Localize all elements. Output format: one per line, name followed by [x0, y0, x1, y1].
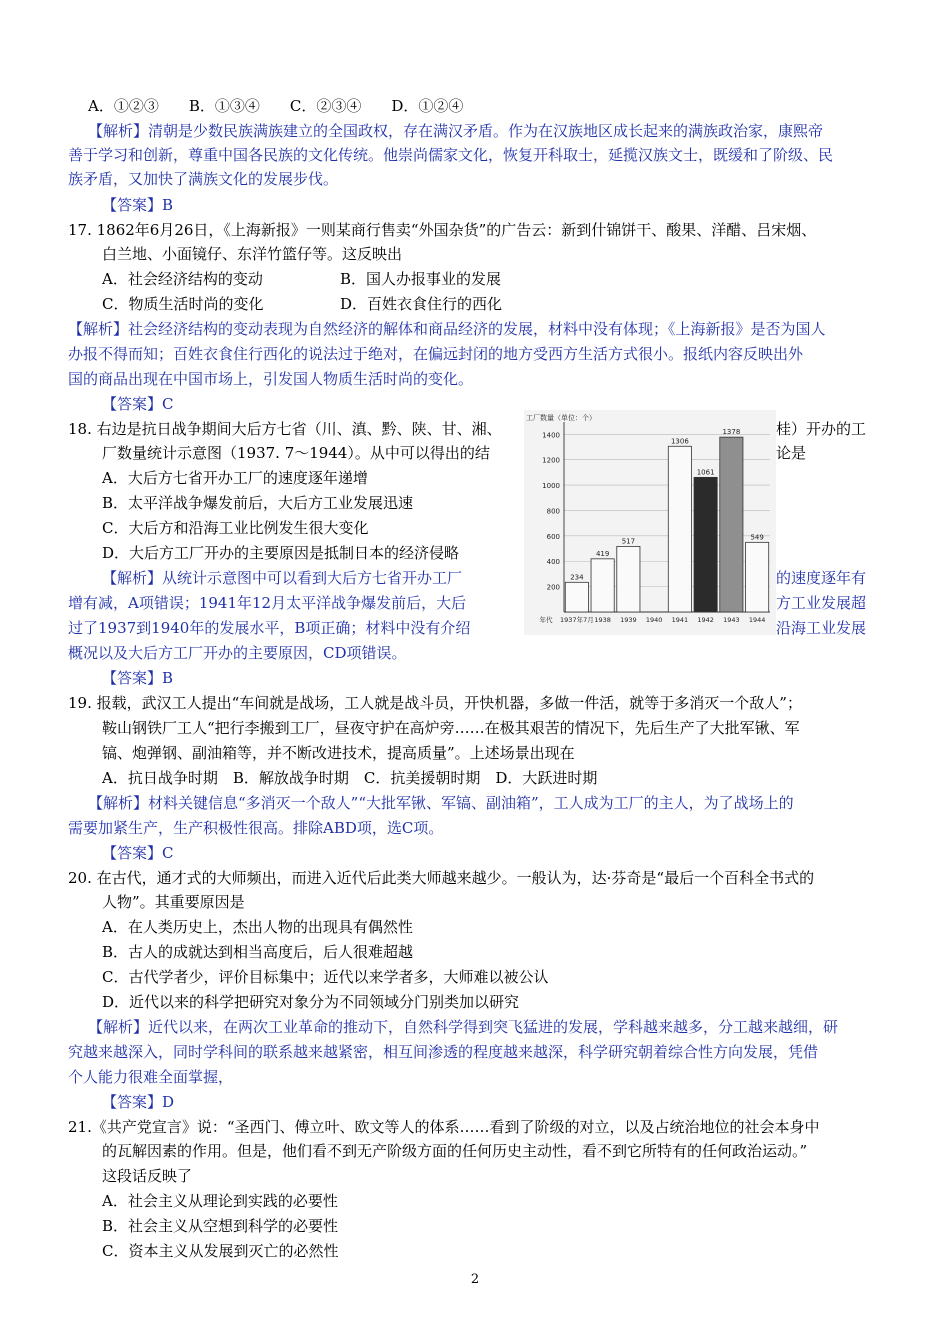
x-tick-label: 1944: [748, 616, 766, 624]
q19-analysis-line-2: 需要加紧生产，生产积极性很高。排除ABD项，选C项。: [68, 819, 444, 837]
bar: [591, 559, 614, 612]
bar: [694, 477, 717, 612]
bar-value-label: 234: [570, 573, 584, 582]
q18-option-c: C．大后方和沿海工业比例发生很大变化: [102, 519, 369, 537]
bar-value-label: 549: [750, 533, 764, 542]
q18-analysis-right-2: 方工业发展超: [776, 594, 867, 612]
q20-option-d: D．近代以来的科学把研究对象分为不同领域分门别类加以研究: [102, 993, 520, 1011]
y-tick-label: 400: [546, 558, 560, 567]
q17-answer: 【答案】C: [102, 395, 174, 413]
bar-value-label: 1306: [670, 437, 689, 446]
y-tick-label: 600: [546, 532, 560, 541]
bar-value-label: 517: [621, 537, 636, 546]
q18-option-d: D．大后方工厂开办的主要原因是抵制日本的经济侵略: [102, 544, 460, 562]
q21-option-b: B．社会主义从空想到科学的必要性: [102, 1217, 339, 1235]
q17-stem-line-1: 17. 1862年6月26日，《上海新报》一则某商行售卖“外国杂货”的广告云：新到什锦饼干、酸果、洋醋、吕宋烟、: [68, 221, 817, 239]
q20-stem-line-1: 20. 在古代，通才式的大师频出，而进入近代后此类大师越来越少。一般认为，达·芬奇是“最后一个百科全书式的: [68, 869, 815, 887]
factory-count-bar-chart: [524, 410, 776, 635]
q18-analysis-left-3: 过了1937到1940年的发展水平，B项正确；材料中没有介绍: [68, 619, 471, 637]
q21-option-a: A．社会主义从理论到实践的必要性: [102, 1192, 338, 1210]
page-number: 2: [470, 1272, 480, 1287]
q20-analysis-line-1: 【解析】近代以来，在两次工业革命的推动下，自然科学得到突飞猛进的发展，学科越来越多，分工越来越细，研: [88, 1018, 839, 1036]
bar: [668, 446, 691, 612]
q18-option-a: A．大后方七省开办工厂的速度逐年递增: [102, 469, 368, 487]
q17-option-d: D．百姓衣食住行的西化: [340, 295, 503, 313]
q18-stem-right-1: 桂）开办的工: [776, 420, 867, 438]
x-tick-label: 1937年7月: [560, 616, 594, 624]
bar: [617, 546, 640, 612]
q19-answer: 【答案】C: [102, 844, 174, 862]
x-tick-label: 1940: [645, 616, 663, 624]
x-tick-label: 1941: [671, 616, 689, 624]
q19-stem-line-3: 镐、炮弹钢、副油箱等，并不断改进技术，提高质量”。上述场景出现在: [102, 744, 575, 762]
x-tick-label: 1942: [697, 616, 714, 624]
q18-analysis-left-2: 增有减，A项错误；1941年12月太平洋战争爆发前后，大后: [68, 594, 467, 612]
bar: [720, 437, 743, 612]
q16-analysis-line-2: 善于学习和创新，尊重中国各民族的文化传统。他崇尚儒家文化，恢复开科取士，延揽汉族文士，既缓和了阶级、民: [68, 146, 834, 164]
q20-analysis-line-3: 个人能力很难全面掌握，: [68, 1068, 234, 1086]
q20-analysis-line-2: 究越来越深入，同时学科间的联系越来越紧密，相互间渗透的程度越来越深，科学研究朝着综合性方向发展，凭借: [68, 1043, 819, 1061]
bar-value-label: 419: [595, 549, 610, 558]
q16-analysis-line-3: 族矛盾，又加快了满族文化的发展步伐。: [68, 170, 339, 188]
q18-answer: 【答案】B: [102, 669, 174, 687]
q21-stem-line-3: 这段话反映了: [102, 1167, 193, 1185]
x-tick-label: 1943: [723, 616, 740, 624]
q20-option-b: B．古人的成就达到相当高度后，后人很难超越: [102, 943, 414, 961]
bar-value-label: 1378: [722, 428, 741, 437]
q17-option-b: B．国人办报事业的发展: [340, 270, 502, 288]
q18-analysis-tail: 概况以及大后方工厂开办的主要原因，CD项错误。: [68, 644, 407, 662]
y-tick-label: 800: [546, 507, 560, 516]
x-tick-label: 1938: [594, 616, 611, 624]
q20-answer: 【答案】D: [102, 1093, 175, 1111]
y-tick-label: 1000: [542, 482, 560, 491]
q18-option-b: B．太平洋战争爆发前后，大后方工业发展迅速: [102, 494, 414, 512]
q16-analysis-line-1: 【解析】清朝是少数民族满族建立的全国政权，存在满汉矛盾。作为在汉族地区成长起来的满族政治家，康熙帝: [88, 122, 824, 140]
q19-options: A．抗日战争时期 B．解放战争时期 C．抗美援朝时期 D．大跃进时期: [102, 769, 598, 787]
x-tick-label: 1939: [620, 616, 637, 624]
q18-analysis-right-1: 的速度逐年有: [776, 569, 867, 587]
q18-analysis-left-1: 【解析】从统计示意图中可以看到大后方七省开办工厂: [102, 569, 463, 587]
q21-option-c: C．资本主义从发展到灭亡的必然性: [102, 1242, 339, 1260]
y-tick-label: 1200: [542, 456, 560, 465]
y-axis-label: 工厂数量（单位：个）: [526, 414, 596, 422]
q21-stem-line-2: 的瓦解因素的作用。但是，他们看不到无产阶级方面的任何历史主动性，看不到它所特有的任何政治运动。”: [102, 1142, 808, 1160]
q18-stem-right-2: 论是: [776, 444, 807, 462]
q17-stem-line-2: 白兰地、小面镜仔、东洋竹篮仔等。这反映出: [102, 245, 403, 263]
q16-options: A．①②③ B．①③④ C．②③④ D．①②④: [88, 97, 464, 115]
y-tick-label: 1400: [542, 431, 560, 440]
q20-option-a: A．在人类历史上，杰出人物的出现具有偶然性: [102, 918, 413, 936]
x-axis-label: 年代: [539, 616, 553, 624]
q17-analysis-line-3: 国的商品出现在中国市场上，引发国人物质生活时尚的变化。: [68, 370, 474, 388]
q17-analysis-line-1: 【解析】社会经济结构的变动表现为自然经济的解体和商品经济的发展，材料中没有体现；《上海新报》是否为国人: [68, 320, 826, 338]
y-tick-label: 200: [546, 583, 560, 592]
bar-value-label: 1061: [696, 468, 715, 477]
q17-option-a: A．社会经济结构的变动: [102, 270, 263, 288]
q20-stem-line-2: 人物”。其重要原因是: [102, 893, 245, 911]
q18-stem-left-2: 厂数量统计示意图（1937. 7～1944）。从中可以得出的结: [102, 444, 490, 462]
q21-stem-line-1: 21.《共产党宣言》说：“圣西门、傅立叶、欧文等人的体系……看到了阶级的对立，以及占统治地位的社会本身中: [68, 1118, 820, 1136]
q19-stem-line-1: 19. 报载，武汉工人提出“车间就是战场，工人就是战斗员，开快机器，多做一件活，就等于多消灭一个敌人”；: [68, 694, 802, 712]
q17-analysis-line-2: 办报不得而知；百姓衣食住行西化的说法过于绝对，在偏远封闭的地方受西方生活方式很小。报纸内容反映出外: [68, 345, 804, 363]
bar: [746, 542, 769, 612]
q17-option-c: C．物质生活时尚的变化: [102, 295, 264, 313]
q19-analysis-line-1: 【解析】材料关键信息“多消灭一个敌人”“大批军锹、军镐、副油箱”，工人成为工厂的主人，为了战场上的: [88, 794, 794, 812]
q20-option-c: C．古代学者少，评价目标集中；近代以来学者多，大师难以被公认: [102, 968, 549, 986]
q16-answer: 【答案】B: [102, 196, 174, 214]
bar: [565, 582, 588, 612]
q19-stem-line-2: 鞍山钢铁厂工人“把行李搬到工厂，昼夜守护在高炉旁……在极其艰苦的情况下，先后生产了大批军锹、军: [102, 719, 800, 737]
q18-analysis-right-3: 沿海工业发展: [776, 619, 867, 637]
q18-stem-left-1: 18. 右边是抗日战争期间大后方七省（川、滇、黔、陕、甘、湘、: [68, 420, 502, 438]
